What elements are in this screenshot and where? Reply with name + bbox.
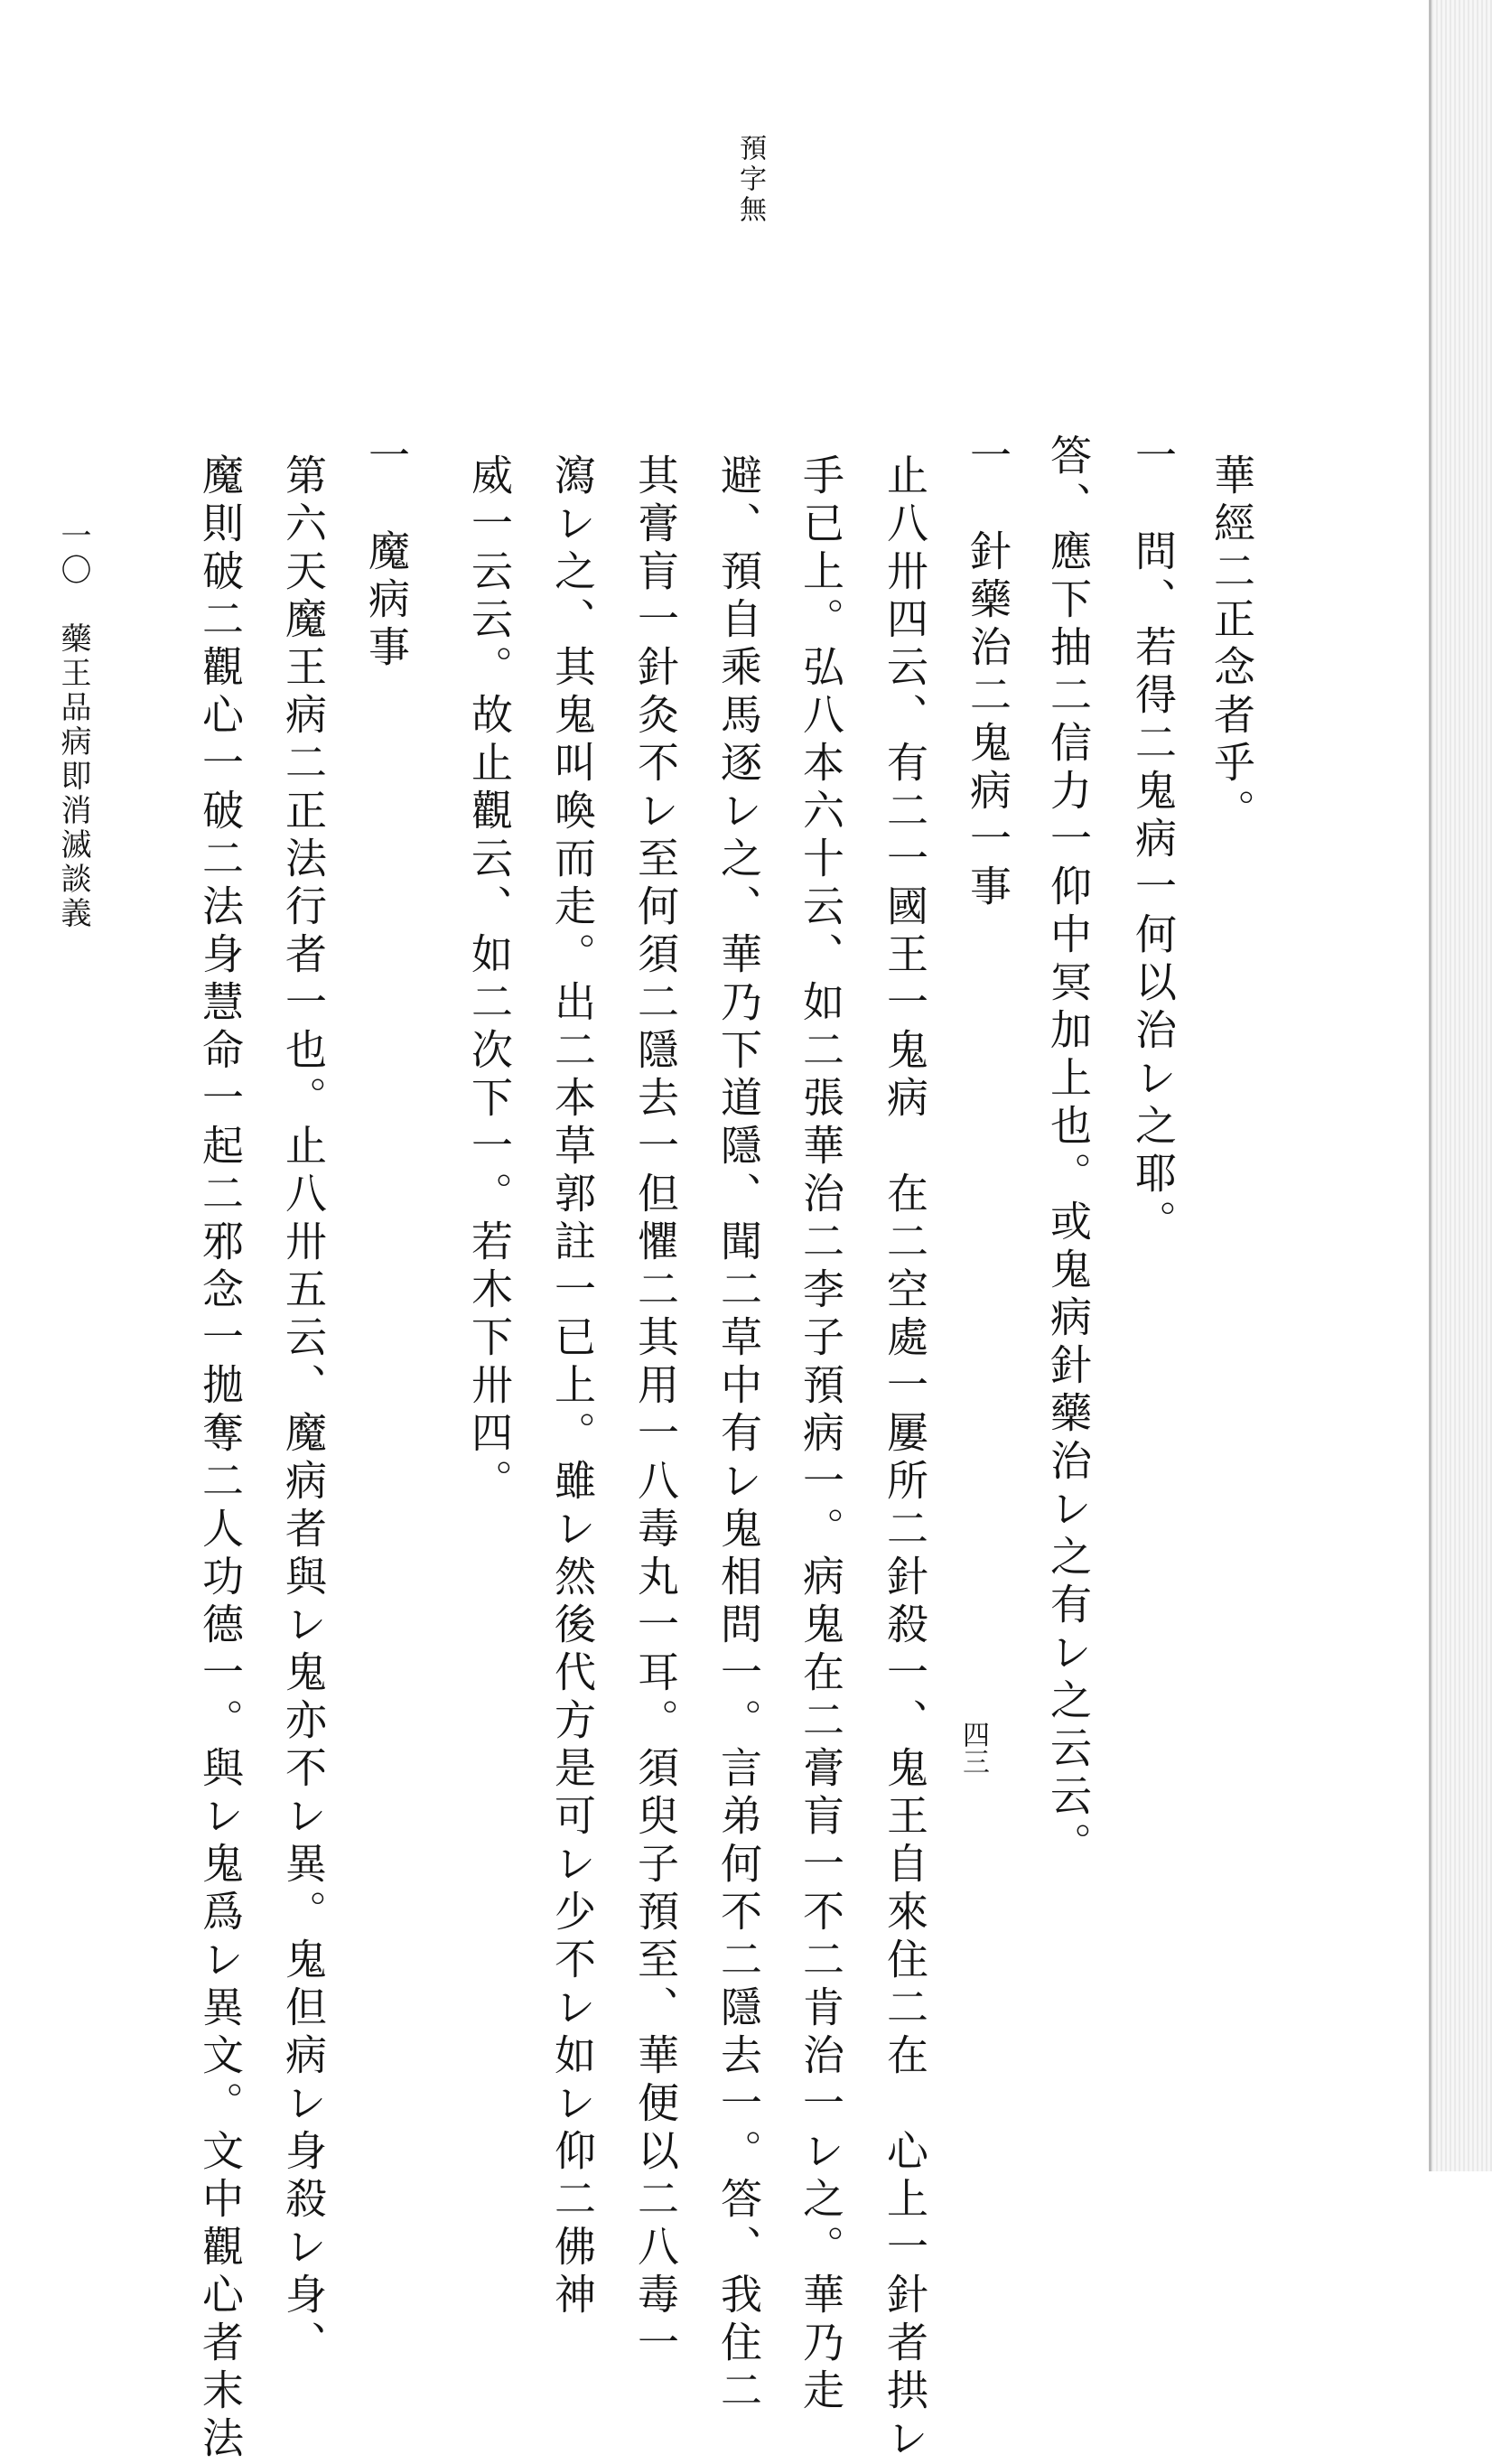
margin-note: 預字無: [734, 134, 766, 226]
text-line: 其膏肓一針灸不レ至何須二隱去一但懼二其用一八毒丸一耳。須臾子預至、華便以二八毒一: [631, 453, 680, 2368]
text-line: 魔則破二觀心一破二法身慧命一起二邪念一拋奪二人功德一。與レ鬼爲レ異文。文中觀心者末法: [196, 453, 245, 2464]
text-line: 手已上。弘八本六十云、如二張華治二李子預病一。病鬼在二膏肓一不二肯治一レ之。華乃走: [797, 453, 845, 2416]
scan-page-edge: [1429, 0, 1492, 2171]
section-heading: 一 針藥治二鬼病一事: [964, 434, 1012, 912]
text-line: 瀉レ之、其鬼叫喚而走。出二本草郭註一已上。雖レ然後代方是可レ少不レ如レ仰二佛神: [548, 453, 597, 2320]
text-line: 威一云云。故止觀云、如二次下一。若木下卅四。: [465, 453, 514, 1507]
text-line: 止八卅四云、有二一國王一鬼病 在二空處一屢所二針殺一、鬼王自來住二在 心上一針者拱レ: [881, 453, 929, 2464]
text-line: 華經二正念者乎。: [1208, 453, 1256, 836]
running-header: 一〇 藥王品病即消滅談義: [55, 519, 91, 931]
text-line: 答、應下抽二信力一仰中冥加上也。或鬼病針藥治レ之有レ之云云。: [1044, 434, 1093, 1870]
page-number: 四三: [957, 1721, 989, 1775]
section-heading: 一 魔病事: [362, 434, 411, 673]
text-line: 避、預自乘馬逐レ之、華乃下道隱、聞二草中有レ鬼相問一。言弟何不二隱去一。答、我住二: [714, 453, 763, 2416]
text-line: 一 問、若得二鬼病一何以治レ之耶。: [1129, 434, 1178, 1247]
text-line: 第六天魔王病二正法行者一也。止八卅五云、魔病者與レ鬼亦不レ異。鬼但病レ身殺レ身、: [279, 453, 328, 2368]
